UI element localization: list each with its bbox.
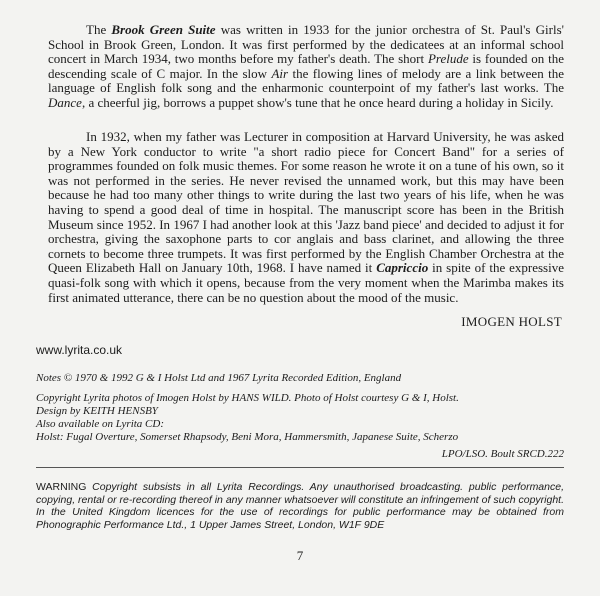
p1-text2: is founded on the descending scale of C major. In the slow	[48, 51, 564, 81]
title-brook-green-suite: Brook Green Suite	[111, 22, 216, 37]
holst-works-line: Holst: Fugal Overture, Somerset Rhapsody, Beni Mora, Hammersmith, Japanese Suite, Scherzo	[36, 431, 459, 443]
author-signature: IMOGEN HOLST	[461, 314, 562, 329]
p1-text3: the flowing lines of melody are a link between the language of English folk song and the enharmonic counterpoint of my father's last works. The	[48, 65, 564, 96]
also-available-line: Also available on Lyrita CD:	[36, 418, 164, 430]
catalogue-number: LPO/LSO. Boult SRCD.222	[441, 448, 564, 460]
p1-text4: , a cheerful jig, borrows a puppet show's tune that he once heard during a holiday in Sicily.	[81, 94, 554, 110]
term-prelude: Prelude	[427, 51, 469, 67]
divider-line	[36, 467, 564, 468]
paragraph-brook-green-suite	[48, 23, 564, 111]
notes-copyright-line: Notes © 1970 & 1992 G & I Holst Ltd and 1967 Lyrita Recorded Edition, England	[36, 372, 402, 384]
design-credit-line: Design by KEITH HENSBY	[36, 405, 158, 417]
p2-text2: in spite of the expressive quasi-folk song with which it opens, because from the very moment when the Marimba makes its first animated utterance, there can be no question about the mood of the music.	[48, 260, 564, 305]
warning-label: WARNING	[36, 481, 87, 493]
term-air: Air	[271, 65, 289, 81]
page-number: 7	[296, 548, 304, 563]
p2-text1: In 1932, when my father was Lecturer in composition at Harvard University, he was asked by a New York conductor to write "a short radio piece for Concert Band" for a series of programmes founded on folk music themes. For some reason he wrote it on a tune of his own, so it was not performed in the series. He never revised the unnamed work, but this may have been because he had too many other things to write during the last two years of his life, when he was having to spend a good deal of time in hospital. The manuscript score has been in the British Museum since 1952. In 1967 I had another look at this 'Jazz band piece' and decided to adjust it for orchestra, giving the saxophone parts to cor anglais and bass clarinet, and allowing the three cornets to become three trumpets. It was first performed by the English Chamber Orchestra at the Queen Elizabeth Hall on January 10th, 1968. I have named it	[48, 129, 564, 276]
paragraph-capriccio	[48, 130, 564, 305]
website-link[interactable]: www.lyrita.co.uk	[36, 343, 123, 357]
credits-block	[36, 392, 564, 444]
warning-text: Copyright subsists in all Lyrita Recordings. Any unauthorised broadcasting. public performance, copying, rental or re-recording thereof in any manner whatsoever will constitute an infringement of such copyright. In the United Kingdom licences for the use of recordings for public performance may be obtained from Phonographic Performance Ltd., 1 Upper James Street, London, W1F 9DE	[36, 481, 564, 531]
title-capriccio: Capriccio	[376, 260, 429, 276]
p1-lead: The	[86, 22, 112, 37]
p1-text1: was written in 1933 for the junior orchestra of St. Paul's Girls' School in Brook Green, London. It was first performed by the dedicatees at an informal school concert in March 1934, two months before my father's death. The short	[48, 22, 564, 67]
photo-copyright-line: Copyright Lyrita photos of Imogen Holst by HANS WILD. Photo of Holst courtesy G & I, Holst.	[36, 392, 459, 404]
term-dance: Dance	[48, 94, 82, 110]
copyright-warning	[36, 481, 564, 531]
